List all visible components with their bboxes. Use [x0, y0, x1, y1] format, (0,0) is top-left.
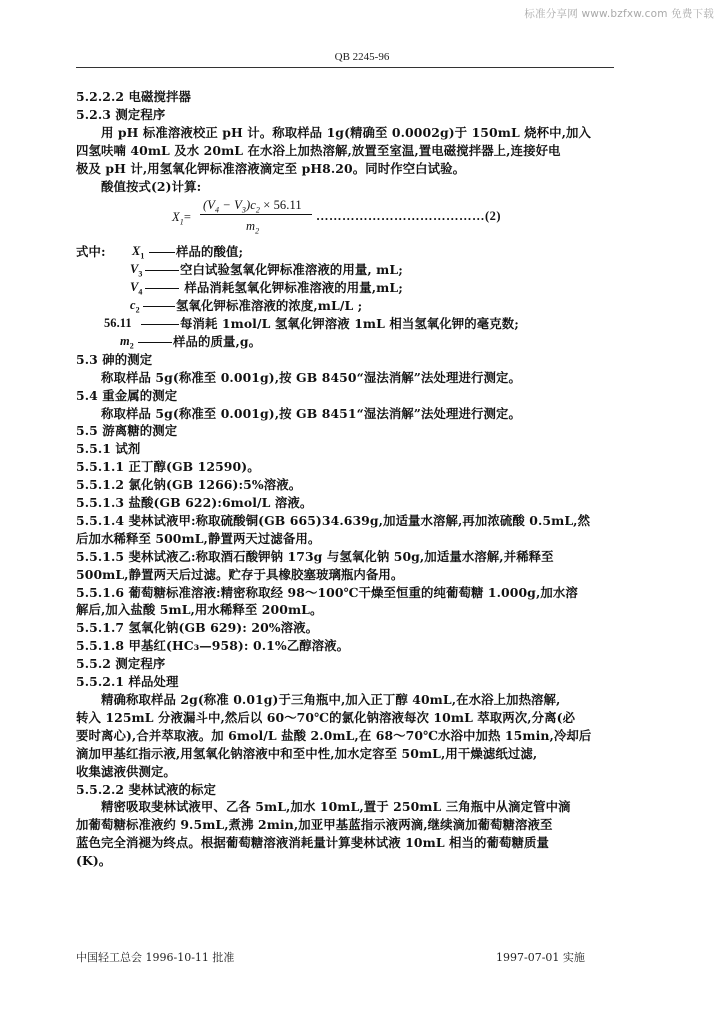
definition-text: 样品的质量,g。 — [137, 333, 261, 351]
clause-5-5-1-5: 5.5.1.5 斐林试液乙:称取酒石酸钾钠 173g 与氢氧化钠 50g,加适量水溶解,并稀释至 — [76, 548, 554, 564]
definition-row — [76, 315, 616, 333]
definition-row — [76, 243, 616, 261]
paragraph-line: 收集滤液供测定。 — [76, 763, 176, 779]
clause-5-5-1-8: 5.5.1.8 甲基红(HC₃—958): 0.1%乙醇溶液。 — [76, 638, 350, 654]
definition-row — [76, 261, 616, 279]
paragraph-line: 要时离心),合并萃取液。加 6mol/L 盐酸 2.0mL,在 68～70℃水浴中加热 15min,冷却后 — [76, 727, 592, 743]
heading-5-4: 5.4 重金属的测定 — [76, 387, 178, 403]
acid-value-formula — [76, 197, 616, 237]
paragraph-line: 四氢呋喃 40mL 及水 20mL 在水浴上加热溶解,放置至室温,置电磁搅拌器上,连接好电 — [76, 142, 561, 158]
equation-number: …………………………………(2) — [316, 209, 502, 224]
paragraph-line: 精确称取样品 2g(称准 0.01g)于三角瓶中,加入正丁醇 40mL,在水浴上加热溶解, — [101, 692, 561, 707]
clause-5-5-1-2: 5.5.1.2 氯化钠(GB 1266):5%溶液。 — [76, 477, 302, 493]
heading-5-2-3: 5.2.3 测定程序 — [76, 106, 166, 122]
clause-5-5-1-3: 5.5.1.3 盐酸(GB 622):6mol/L 溶液。 — [76, 495, 313, 511]
symbol: $V_3$ — [130, 262, 143, 279]
definition-row — [76, 279, 616, 297]
approval-note: 中国轻工总会 1996-10-11 批准 — [76, 951, 235, 964]
paragraph-line: 加葡萄糖标准液约 9.5mL,煮沸 2min,加亚甲基蓝指示液两滴,继续滴加葡萄糖溶液至 — [76, 817, 553, 833]
symbol: $c_2$ — [130, 298, 140, 315]
paragraph-line: 500mL,静置两天后过滤。贮存于具橡胶塞玻璃瓶内备用。 — [76, 566, 404, 582]
clause-5-5-1-6: 5.5.1.6 葡萄糖标准溶液:精密称取经 98～100℃干燥至恒重的纯葡萄糖 1.000g,加水溶 — [76, 584, 578, 600]
paragraph-line: 精密吸取斐林试液甲、乙各 5mL,加水 10mL,置于 250mL 三角瓶中从滴定管中滴 — [101, 799, 571, 815]
paragraph-line: (K)。 — [76, 853, 112, 869]
heading-5-5-2-2: 5.5.2.2 斐林试液的标定 — [76, 781, 216, 797]
clause-5-5-1-4: 5.5.1.4 斐林试液甲:称取硫酸铜(GB 665)34.639g,加适量水溶解,再加浓硫酸 0.5mL,然 — [76, 512, 591, 528]
formula-intro: 酸值按式(2)计算: — [101, 178, 202, 194]
watermark: 标准分享网 www.bzfxw.com 免费下载 — [524, 8, 714, 20]
definition-text: 空白试验氢氧化钾标准溶液的用量, mL; — [144, 261, 403, 279]
formula-numerator: $(V_4 - V_3)c_2 \times 56.11$ — [203, 198, 302, 215]
implementation-date: 1997-07-01 实施 — [496, 951, 585, 964]
heading-5-5-2: 5.5.2 测定程序 — [76, 656, 166, 672]
fraction-bar — [200, 214, 312, 215]
symbol: $X_1$ — [132, 244, 145, 261]
paragraph-line: 蓝色完全消褪为终点。根据葡萄糖溶液消耗量计算斐林试液 10mL 相当的葡萄糖质量 — [76, 835, 549, 851]
definition-text: 每消耗 1mol/L 氢氧化钾溶液 1mL 相当氢氧化钾的毫克数; — [140, 315, 519, 333]
definition-text: 样品的酸值; — [148, 243, 243, 261]
variable-definitions — [76, 243, 616, 350]
definition-text: 样品消耗氢氧化钾标准溶液的用量,mL; — [144, 279, 403, 297]
where-label: 式中: — [76, 244, 106, 260]
formula-lhs: $X_1=$ — [172, 210, 192, 227]
clause-5-5-1-1: 5.5.1.1 正丁醇(GB 12590)。 — [76, 459, 260, 475]
document-body — [76, 88, 616, 870]
heading-5-5: 5.5 游离糖的测定 — [76, 423, 178, 439]
symbol: 56.11 — [104, 316, 132, 330]
formula-denominator: $m_2$ — [246, 219, 260, 236]
paragraph-line: 称取样品 5g(称准至 0.001g),按 GB 8451“湿法消解”法处理进行测定。 — [101, 405, 521, 421]
paragraph-line: 称取样品 5g(称准至 0.001g),按 GB 8450“湿法消解”法处理进行测定。 — [101, 369, 521, 385]
heading-5-2-2-2: 5.2.2.2 电磁搅拌器 — [76, 89, 191, 104]
heading-5-5-1: 5.5.1 试剂 — [76, 441, 141, 457]
paragraph-line: 转入 125mL 分液漏斗中,然后以 60～70℃的氯化钠溶液每次 10mL 萃取两次,分离(必 — [76, 709, 576, 725]
paragraph-line: 用 pH 标准溶液校正 pH 计。称取样品 1g(精确至 0.0002g)于 150mL 烧杯中,加入 — [101, 124, 592, 140]
paragraph-line: 后加水稀释至 500mL,静置两天过滤备用。 — [76, 530, 321, 546]
standard-code: QB 2245-96 — [334, 51, 390, 63]
heading-5-5-2-1: 5.5.2.1 样品处理 — [76, 674, 179, 690]
symbol: $V_4$ — [130, 280, 143, 297]
symbol: $m_2$ — [120, 333, 134, 351]
clause-5-5-1-7: 5.5.1.7 氢氧化钠(GB 629): 20%溶液。 — [76, 620, 319, 636]
paragraph-line: 解后,加入盐酸 5mL,用水稀释至 200mL。 — [76, 602, 323, 618]
paragraph-line: 滴加甲基红指示液,用氢氧化钠溶液中和至中性,加水定容至 50mL,用干燥滤纸过滤, — [76, 745, 538, 761]
paragraph-line: 极及 pH 计,用氢氧化钾标准溶液滴定至 pH8.20。同时作空白试验。 — [76, 160, 466, 176]
header-rule — [76, 67, 614, 68]
heading-5-3: 5.3 砷的测定 — [76, 351, 153, 367]
definition-row — [76, 297, 616, 315]
definition-text: 氢氧化钾标准溶液的浓度,mL/L ; — [142, 297, 362, 315]
definition-row — [76, 333, 616, 351]
